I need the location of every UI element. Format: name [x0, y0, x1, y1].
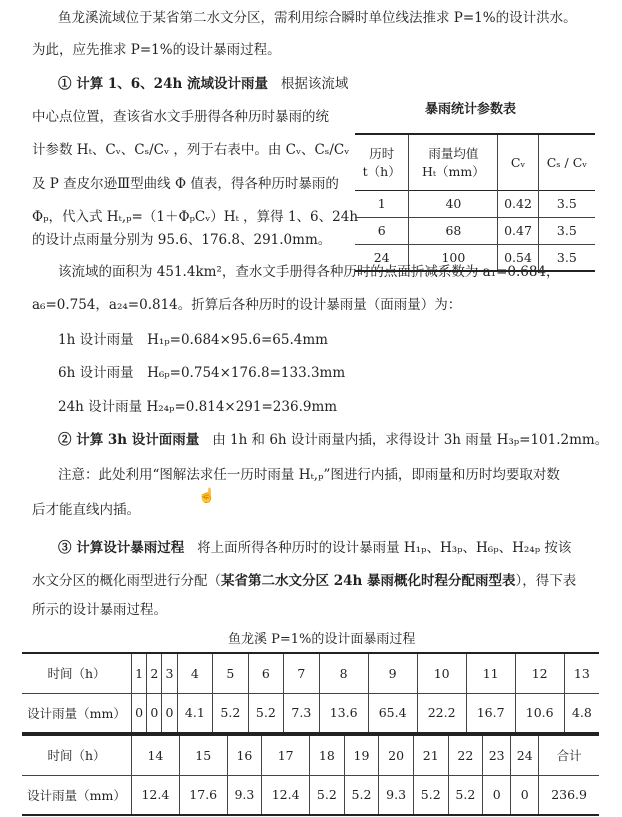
rain-cell: 7.3	[284, 693, 320, 733]
time-row	[22, 653, 599, 693]
step1-line-5: Φₚ，代入式 Hₜ,ₚ=（1＋ΦₚCᵥ）Hₜ ，算得 1、6、24h	[32, 209, 359, 225]
step3-heading: ③ 计算设计暴雨过程	[58, 540, 185, 556]
rain-cell: 9.3	[227, 775, 262, 815]
hour-cell: 15	[179, 735, 227, 775]
rain-cell: 4.1	[177, 693, 213, 733]
rain-cell: 13.6	[319, 693, 368, 733]
rain-label: 设计雨量（mm）	[27, 787, 126, 803]
header-mean	[409, 134, 498, 190]
rain-cell: 9.3	[379, 775, 414, 815]
rain-row	[22, 693, 599, 733]
stats-table-title: 暴雨统计参数表	[425, 102, 517, 117]
hour-cell: 14	[132, 735, 180, 775]
rain-cell: 0	[483, 775, 511, 815]
rain-cell: 5.2	[213, 693, 249, 733]
intro-line-1: 鱼龙溪流域位于某省第二水文分区，需利用综合瞬时单位线法推求 P=1%的设计洪水。	[58, 10, 577, 26]
cell: 0.47	[498, 217, 538, 244]
time-label: 时间（h）	[47, 666, 106, 682]
rain-row	[22, 775, 599, 815]
cell: 0.54	[498, 244, 538, 271]
hour-cell: 16	[227, 735, 262, 775]
time-row	[22, 735, 599, 775]
header-cv: Cᵥ	[498, 134, 538, 190]
rain-table-part2	[22, 734, 599, 816]
step1-line-4: 及 P 查皮尔逊Ⅲ型曲线 Φ 值表，得各种历时暴雨的	[32, 176, 339, 192]
cell: 3.5	[538, 190, 595, 217]
rain-cell: 16.7	[466, 693, 515, 733]
hour-cell: 8	[319, 653, 368, 693]
table-row	[355, 190, 595, 217]
cell: 1	[377, 196, 386, 211]
step2-line	[58, 430, 608, 450]
hour-cell: 20	[379, 735, 414, 775]
step3-text: ），得下表	[515, 573, 577, 589]
step1-heading: ① 计算 1、6、24h 流域设计雨量	[58, 76, 268, 92]
step3-line-2	[32, 571, 576, 591]
rain-cell: 5.2	[344, 775, 379, 815]
area-line-2: a₆=0.754，a₂₄=0.814。折算后各种历时的设计暴雨量（面雨量）为：	[32, 297, 462, 313]
hour-cell: 22	[448, 735, 483, 775]
hour-cell: 2	[147, 653, 162, 693]
header-text: 历时	[369, 146, 395, 162]
cell: 100	[409, 244, 498, 271]
rain-cell: 5.2	[310, 775, 345, 815]
note-line-2: 后才能直线内插。	[32, 502, 140, 518]
hand-cursor-icon: ☝	[198, 488, 216, 504]
rain-cell: 5.2	[413, 775, 448, 815]
cell: 3.5	[538, 244, 595, 271]
rain-cell: 0	[511, 775, 539, 815]
hour-cell: 1	[132, 653, 147, 693]
hour-cell: 23	[483, 735, 511, 775]
header-cs-cv: Cₛ / Cᵥ	[538, 134, 595, 190]
hour-cell: 9	[368, 653, 417, 693]
area-line-1: 该流域的面积为 451.4km²，查水文手册得各种历时的点面折减系数为 a₁=0.684，	[58, 264, 560, 280]
hour-cell: 21	[413, 735, 448, 775]
header-text: t（h）	[362, 164, 401, 180]
formula-1h: 1h 设计雨量 H₁ₚ=0.684×95.6=65.4mm	[58, 332, 328, 348]
rain-cell: 5.2	[248, 693, 284, 733]
step1-line-1	[58, 74, 348, 94]
table-header-row	[355, 134, 595, 190]
total-value: 236.9	[539, 775, 599, 815]
rain-cell: 12.4	[262, 775, 310, 815]
stats-table	[355, 133, 595, 272]
hour-cell: 10	[417, 653, 466, 693]
rain-cell: 12.4	[132, 775, 180, 815]
rain-table-part1	[22, 652, 599, 734]
hour-cell: 19	[344, 735, 379, 775]
step1-line-2: 中心点位置，查该省水文手册得各种历时暴雨的统	[32, 109, 329, 125]
rain-label: 设计雨量（mm）	[27, 705, 126, 721]
hour-cell: 18	[310, 735, 345, 775]
hour-cell: 17	[262, 735, 310, 775]
rain-cell: 0	[132, 693, 147, 733]
rain-cell: 22.2	[417, 693, 466, 733]
hour-cell: 6	[248, 653, 284, 693]
hour-cell: 11	[466, 653, 515, 693]
rain-cell: 0	[162, 693, 177, 733]
note-line-1: 注意：此处利用“图解法求任一历时雨量 Hₜ,ₚ”图进行内插，即雨量和历时均要取对数	[58, 467, 560, 483]
step2-text: 由 1h 和 6h 设计雨量内插，求得设计 3h 雨量 H₃ₚ=101.2mm。	[212, 432, 609, 448]
header-text: Hₜ（mm）	[422, 164, 485, 180]
cell: 0.42	[498, 190, 538, 217]
step3-table-ref: 某省第二水文分区 24h 暴雨概化时程分配雨型表	[221, 573, 516, 589]
cell: 6	[377, 223, 386, 238]
rain-cell: 17.6	[179, 775, 227, 815]
step3-line-1	[58, 538, 571, 558]
formula-6h: 6h 设计雨量 H₆ₚ=0.754×176.8=133.3mm	[58, 365, 346, 381]
hour-cell: 24	[511, 735, 539, 775]
time-label: 时间（h）	[47, 748, 106, 764]
hour-cell: 7	[284, 653, 320, 693]
cell: 40	[409, 190, 498, 217]
step1-text: 根据该流域	[280, 76, 349, 92]
cell: 24	[373, 249, 390, 265]
rain-cell: 10.6	[515, 693, 564, 733]
hour-cell: 12	[515, 653, 564, 693]
step3-text: 将上面所得各种历时的设计暴雨量 H₁ₚ、H₃ₚ、H₆ₚ、H₂₄ₚ 按该	[197, 540, 572, 556]
rain-cell: 4.8	[564, 693, 599, 733]
hour-cell: 3	[162, 653, 177, 693]
step2-heading: ② 计算 3h 设计面雨量	[58, 432, 200, 448]
formula-24h: 24h 设计雨量 H₂₄ₚ=0.814×291=236.9mm	[58, 399, 338, 415]
total-label: 合计	[539, 735, 599, 775]
hour-cell: 13	[564, 653, 599, 693]
rain-cell: 65.4	[368, 693, 417, 733]
header-duration	[355, 134, 409, 190]
rain-table-title: 鱼龙溪 P=1%的设计面暴雨过程	[228, 632, 416, 647]
step3-text: 水文分区的概化雨型进行分配（	[32, 573, 221, 589]
header-text: 雨量均值	[428, 146, 479, 162]
step3-line-3: 所示的设计暴雨过程。	[32, 602, 167, 618]
hour-cell: 4	[177, 653, 213, 693]
rain-cell: 0	[147, 693, 162, 733]
step1-line-6: 的设计点雨量分别为 95.6、176.8、291.0mm。	[32, 232, 332, 248]
rain-cell: 5.2	[448, 775, 483, 815]
cell: 68	[409, 217, 498, 244]
intro-line-2: 为此，应先推求 P=1%的设计暴雨过程。	[32, 42, 281, 58]
hour-cell: 5	[213, 653, 249, 693]
table-row	[355, 217, 595, 244]
cell: 3.5	[538, 217, 595, 244]
step1-line-3: 计参数 Hₜ、Cᵥ、Cₛ/Cᵥ ，列于右表中。由 Cᵥ、Cₛ/Cᵥ	[32, 142, 350, 158]
